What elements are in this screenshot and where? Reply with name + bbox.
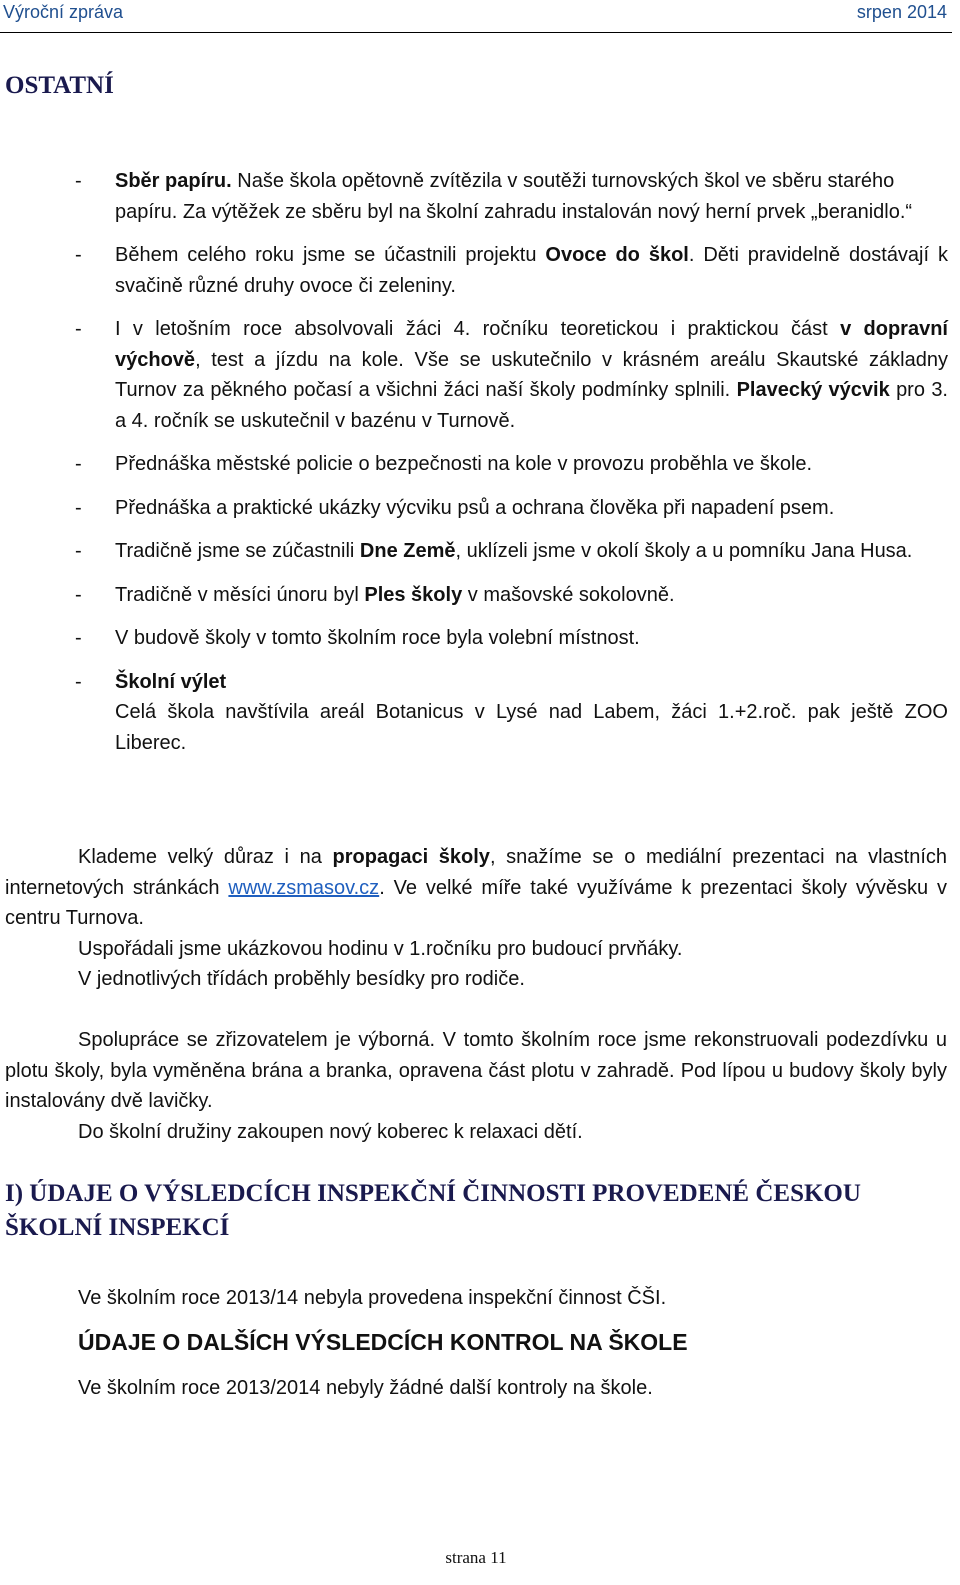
item-text: I v letošním roce absolvovali žáci 4. ročníku teoretickou i praktickou část: [115, 318, 841, 340]
item-text: . Děti pravidelně dostávají k svačině různé druhy ovoce či zeleniny.: [115, 244, 948, 297]
item-text: v mašovské sokolovně.: [462, 583, 675, 606]
list-dash: -: [75, 170, 82, 192]
list-item: [0, 314, 948, 436]
item-text: Během celého roku jsme se účastnili projektu: [115, 244, 546, 266]
para-text: V jednotlivých třídách proběhly besídky pro rodiče.: [78, 968, 525, 990]
item-bold: Dne Země: [359, 540, 456, 562]
list-item: [0, 166, 948, 227]
page-header: [0, 0, 952, 33]
para-text: Klademe velký důraz i na: [78, 846, 333, 868]
para-text: , snažíme se o mediální prezentaci na vlastních internetových stránkách: [5, 846, 948, 899]
item-bold: Školní výlet: [115, 670, 227, 693]
list-dash: -: [75, 627, 82, 649]
item-text: , test a jízdu na kole. Vše se uskutečnilo v krásném areálu Skautské základny Turnov za pěkného počasí a všichni žáci naší školy podmínky splnili.: [115, 348, 948, 401]
website-link[interactable]: www.zsmasov.cz: [228, 876, 380, 899]
list-dash: -: [75, 453, 82, 475]
header-document-title: Výroční zpráva: [3, 2, 124, 22]
item-bold: Plavecký výcvik: [736, 379, 890, 401]
page-number: strana 11: [445, 1548, 507, 1567]
para-text: . Ve velké míře také využíváme k prezentaci školy vývěsku v centru Turnova.: [5, 876, 947, 929]
para-text: Do školní družiny zakoupen nový koberec k relaxaci dětí.: [78, 1120, 583, 1143]
list-item: [0, 623, 948, 654]
item-text: V budově školy v tomto školním roce byla volební místnost.: [115, 627, 640, 649]
item-bold: Sběr papíru.: [115, 170, 232, 192]
item-text: Tradičně jsme se zúčastnili: [115, 540, 360, 562]
item-bold: Ovoce do škol: [545, 244, 689, 266]
list-item: [0, 536, 948, 567]
list-dash: -: [75, 583, 82, 606]
item-text: , uklízeli jsme v okolí školy a u pomníku Jana Husa.: [455, 540, 913, 562]
inspekce-text: Ve školním roce 2013/14 nebyla provedena inspekční činnost ČŠI.: [78, 1287, 667, 1309]
list-item: [0, 493, 948, 524]
item-text: Celá škola navštívila areál Botanicus v Lysé nad Labem, žáci 1.+2.roč. pak ještě ZOO Liberec.: [115, 701, 948, 754]
header-date: srpen 2014: [856, 2, 947, 22]
activities-list: [0, 166, 948, 771]
item-text: Naše škola opětovně zvítězila v soutěži turnovských škol ve sběru starého papíru. Za výtěžek ze sběru byl na školní zahradu instalován nový herní prvek „beranidlo.“: [115, 170, 913, 223]
section-title-inspekce: I) ÚDAJE O VÝSLEDCÍCH INSPEKČNÍ ČINNOSTI PROVEDENÉ ČESKOU ŠKOLNÍ INSPEKCÍ: [5, 1180, 861, 1241]
list-item: [0, 240, 948, 301]
item-text: Přednáška a praktické ukázky výcviku psů a ochrana člověka při napadení psem.: [115, 496, 835, 519]
list-item: [0, 449, 948, 480]
kontroly-text: Ve školním roce 2013/2014 nebyly žádné další kontroly na škole.: [78, 1377, 653, 1399]
list-item: [0, 580, 948, 611]
section-title-kontroly: ÚDAJE O DALŠÍCH VÝSLEDCÍCH KONTROL NA ŠKOLE: [78, 1329, 688, 1355]
item-bold: Ples školy: [364, 583, 463, 606]
para-bold: propagaci školy: [332, 846, 490, 868]
item-text: Tradičně v měsíci únoru byl: [115, 583, 365, 606]
list-dash: -: [75, 670, 82, 693]
list-dash: -: [75, 244, 82, 266]
item-text: pro 3. a 4. ročník se uskutečnil v bazénu v Turnově.: [115, 379, 948, 432]
para-text: Spolupráce se zřizovatelem je výborná. V tomto školním roce jsme rekonstruovali podezdívku u plotu školy, byla vyměněna brána a branka, opravena část plotu v zahradě. Pod lípou u budovy školy byly instalovány dvě lavičky.: [5, 1029, 947, 1112]
list-item: [0, 667, 948, 759]
item-bold: v dopravní výchově: [115, 318, 948, 371]
propagace-section: [5, 842, 947, 995]
list-dash: -: [75, 496, 82, 519]
para-text: Uspořádali jsme ukázkovou hodinu v 1.ročníku pro budoucí prvňáky.: [78, 937, 683, 960]
section-title-ostatni: OSTATNÍ: [5, 72, 114, 99]
item-text: Přednáška městské policie o bezpečnosti na kole v provozu proběhla ve škole.: [115, 453, 813, 475]
zrizovatel-section: [5, 1025, 947, 1147]
list-dash: -: [75, 318, 82, 340]
list-dash: -: [75, 540, 82, 562]
